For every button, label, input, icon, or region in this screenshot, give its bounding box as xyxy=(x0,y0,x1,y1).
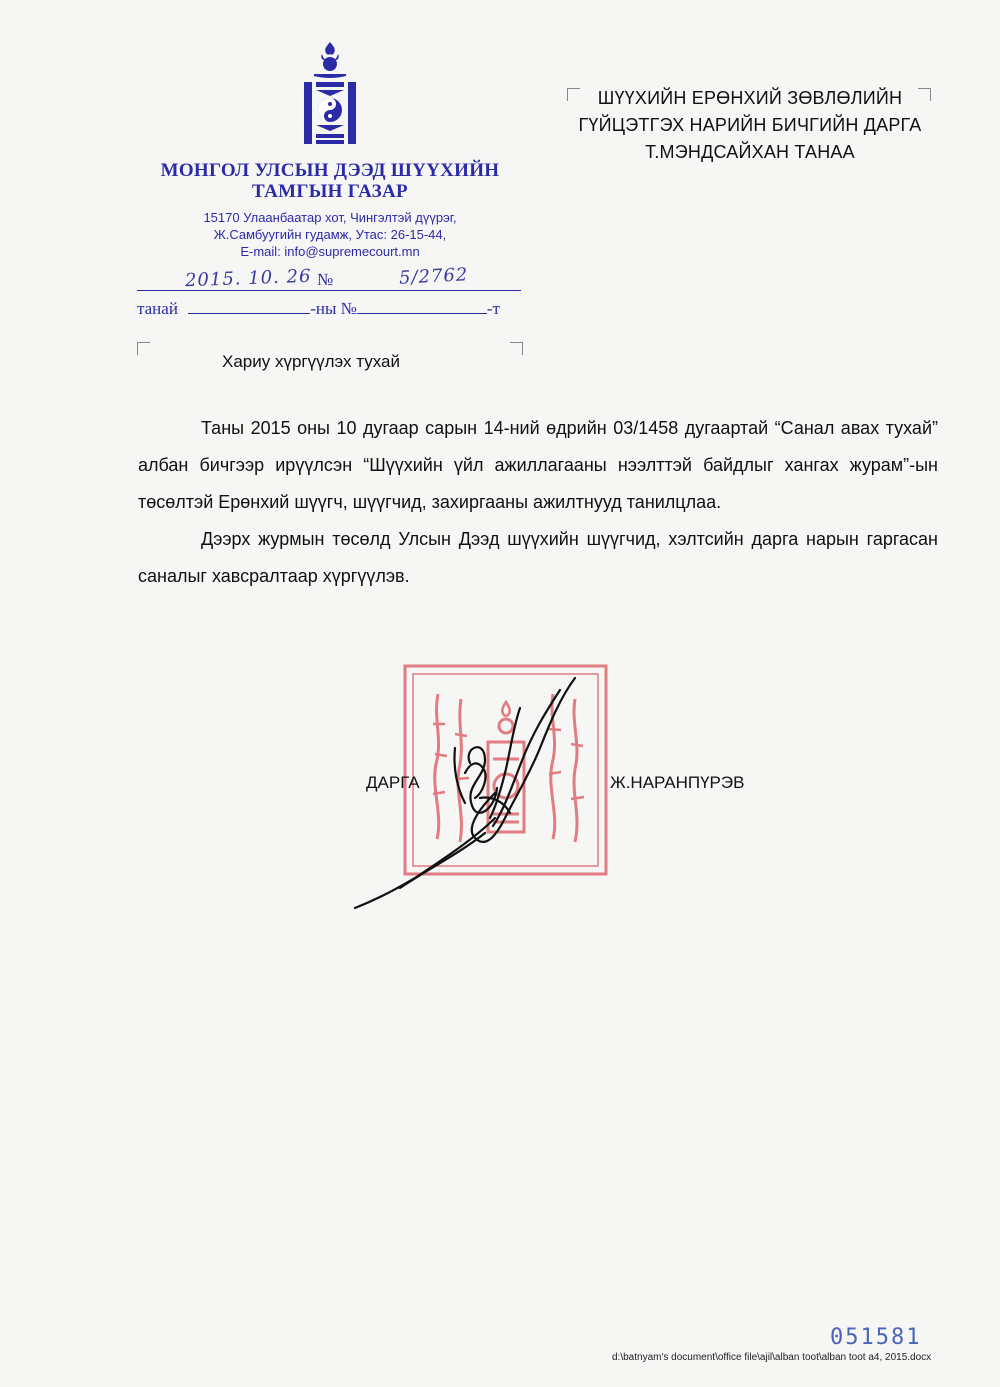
address-line1: 15170 Улаанбаатар хот, Чингэлтэй дүүрэг, xyxy=(203,210,457,225)
reference-underline xyxy=(137,290,521,291)
recipient-line3: Т.МЭНДСАЙХАН ТАНАА xyxy=(645,142,855,162)
your-reference-line xyxy=(137,299,500,319)
number-label: № xyxy=(317,270,334,289)
handwritten-number: 5/2762 xyxy=(398,264,469,289)
body-paragraph-2: Дээрх журмын төсөлд Улсын Дээд шүүхийн шүүгчид, хэлтсийн дарга нарын гаргасан саналыг хавсралтаар хүргүүлэв. xyxy=(138,529,938,586)
your-suffix-label: -т xyxy=(486,299,500,318)
file-path-footer: d:\batnyam's document\office file\ajil\alban toot\alban toot a4, 2015.docx xyxy=(612,1352,932,1363)
organization-name xyxy=(130,160,530,202)
your-date-blank xyxy=(188,299,310,314)
subject-corner-right xyxy=(510,342,523,355)
recipient-line2: ГҮЙЦЭТГЭХ НАРИЙН БИЧГИЙН ДАРГА xyxy=(578,115,922,135)
body-paragraph-1: Таны 2015 оны 10 дугаар сарын 14-ний өдрийн 03/1458 дугаартай “Санал авах тухай” албан бичгээр ирүүлсэн “Шүүхийн үйл ажиллагааны нээлттэй байдлыг хангах журам”-ын төсөлтэй Ерөнхий шүүгч, шүүгчид, захиргааны ажилтнууд танилцлаа. xyxy=(138,418,938,512)
reference-line xyxy=(137,264,521,292)
organization-name-line1: МОНГОЛ УЛСЫН ДЭЭД ШҮҮХИЙН xyxy=(160,160,500,181)
recipient-line1: ШҮҮХИЙН ЕРӨНХИЙ ЗӨВЛӨЛИЙН xyxy=(597,88,903,108)
signatory-name: Ж.НАРАНПҮРЭВ xyxy=(610,773,745,792)
letter-subject: Хариу хүргүүлэх тухай xyxy=(222,352,400,371)
document-serial-number: 051581 xyxy=(830,1325,922,1350)
signatory-title: ДАРГА xyxy=(366,773,420,792)
recipient-block xyxy=(540,85,960,166)
subject-corner-left xyxy=(137,342,150,355)
organization-address xyxy=(130,209,530,260)
handwritten-signature-icon xyxy=(345,668,585,918)
organization-name-line2: ТАМГЫН ГАЗАР xyxy=(252,181,408,202)
letter-body xyxy=(138,410,938,595)
soyombo-emblem-icon xyxy=(300,40,360,148)
address-line2: Ж.Самбуугийн гудамж, Утас: 26-15-44, xyxy=(213,227,447,242)
your-number-blank xyxy=(357,299,487,314)
your-mid-label: -ны № xyxy=(310,299,357,318)
handwritten-date: 2015. 10. 26 xyxy=(184,265,312,292)
your-label: танай xyxy=(137,299,178,318)
address-email: E-mail: info@supremecourt.mn xyxy=(240,244,420,259)
